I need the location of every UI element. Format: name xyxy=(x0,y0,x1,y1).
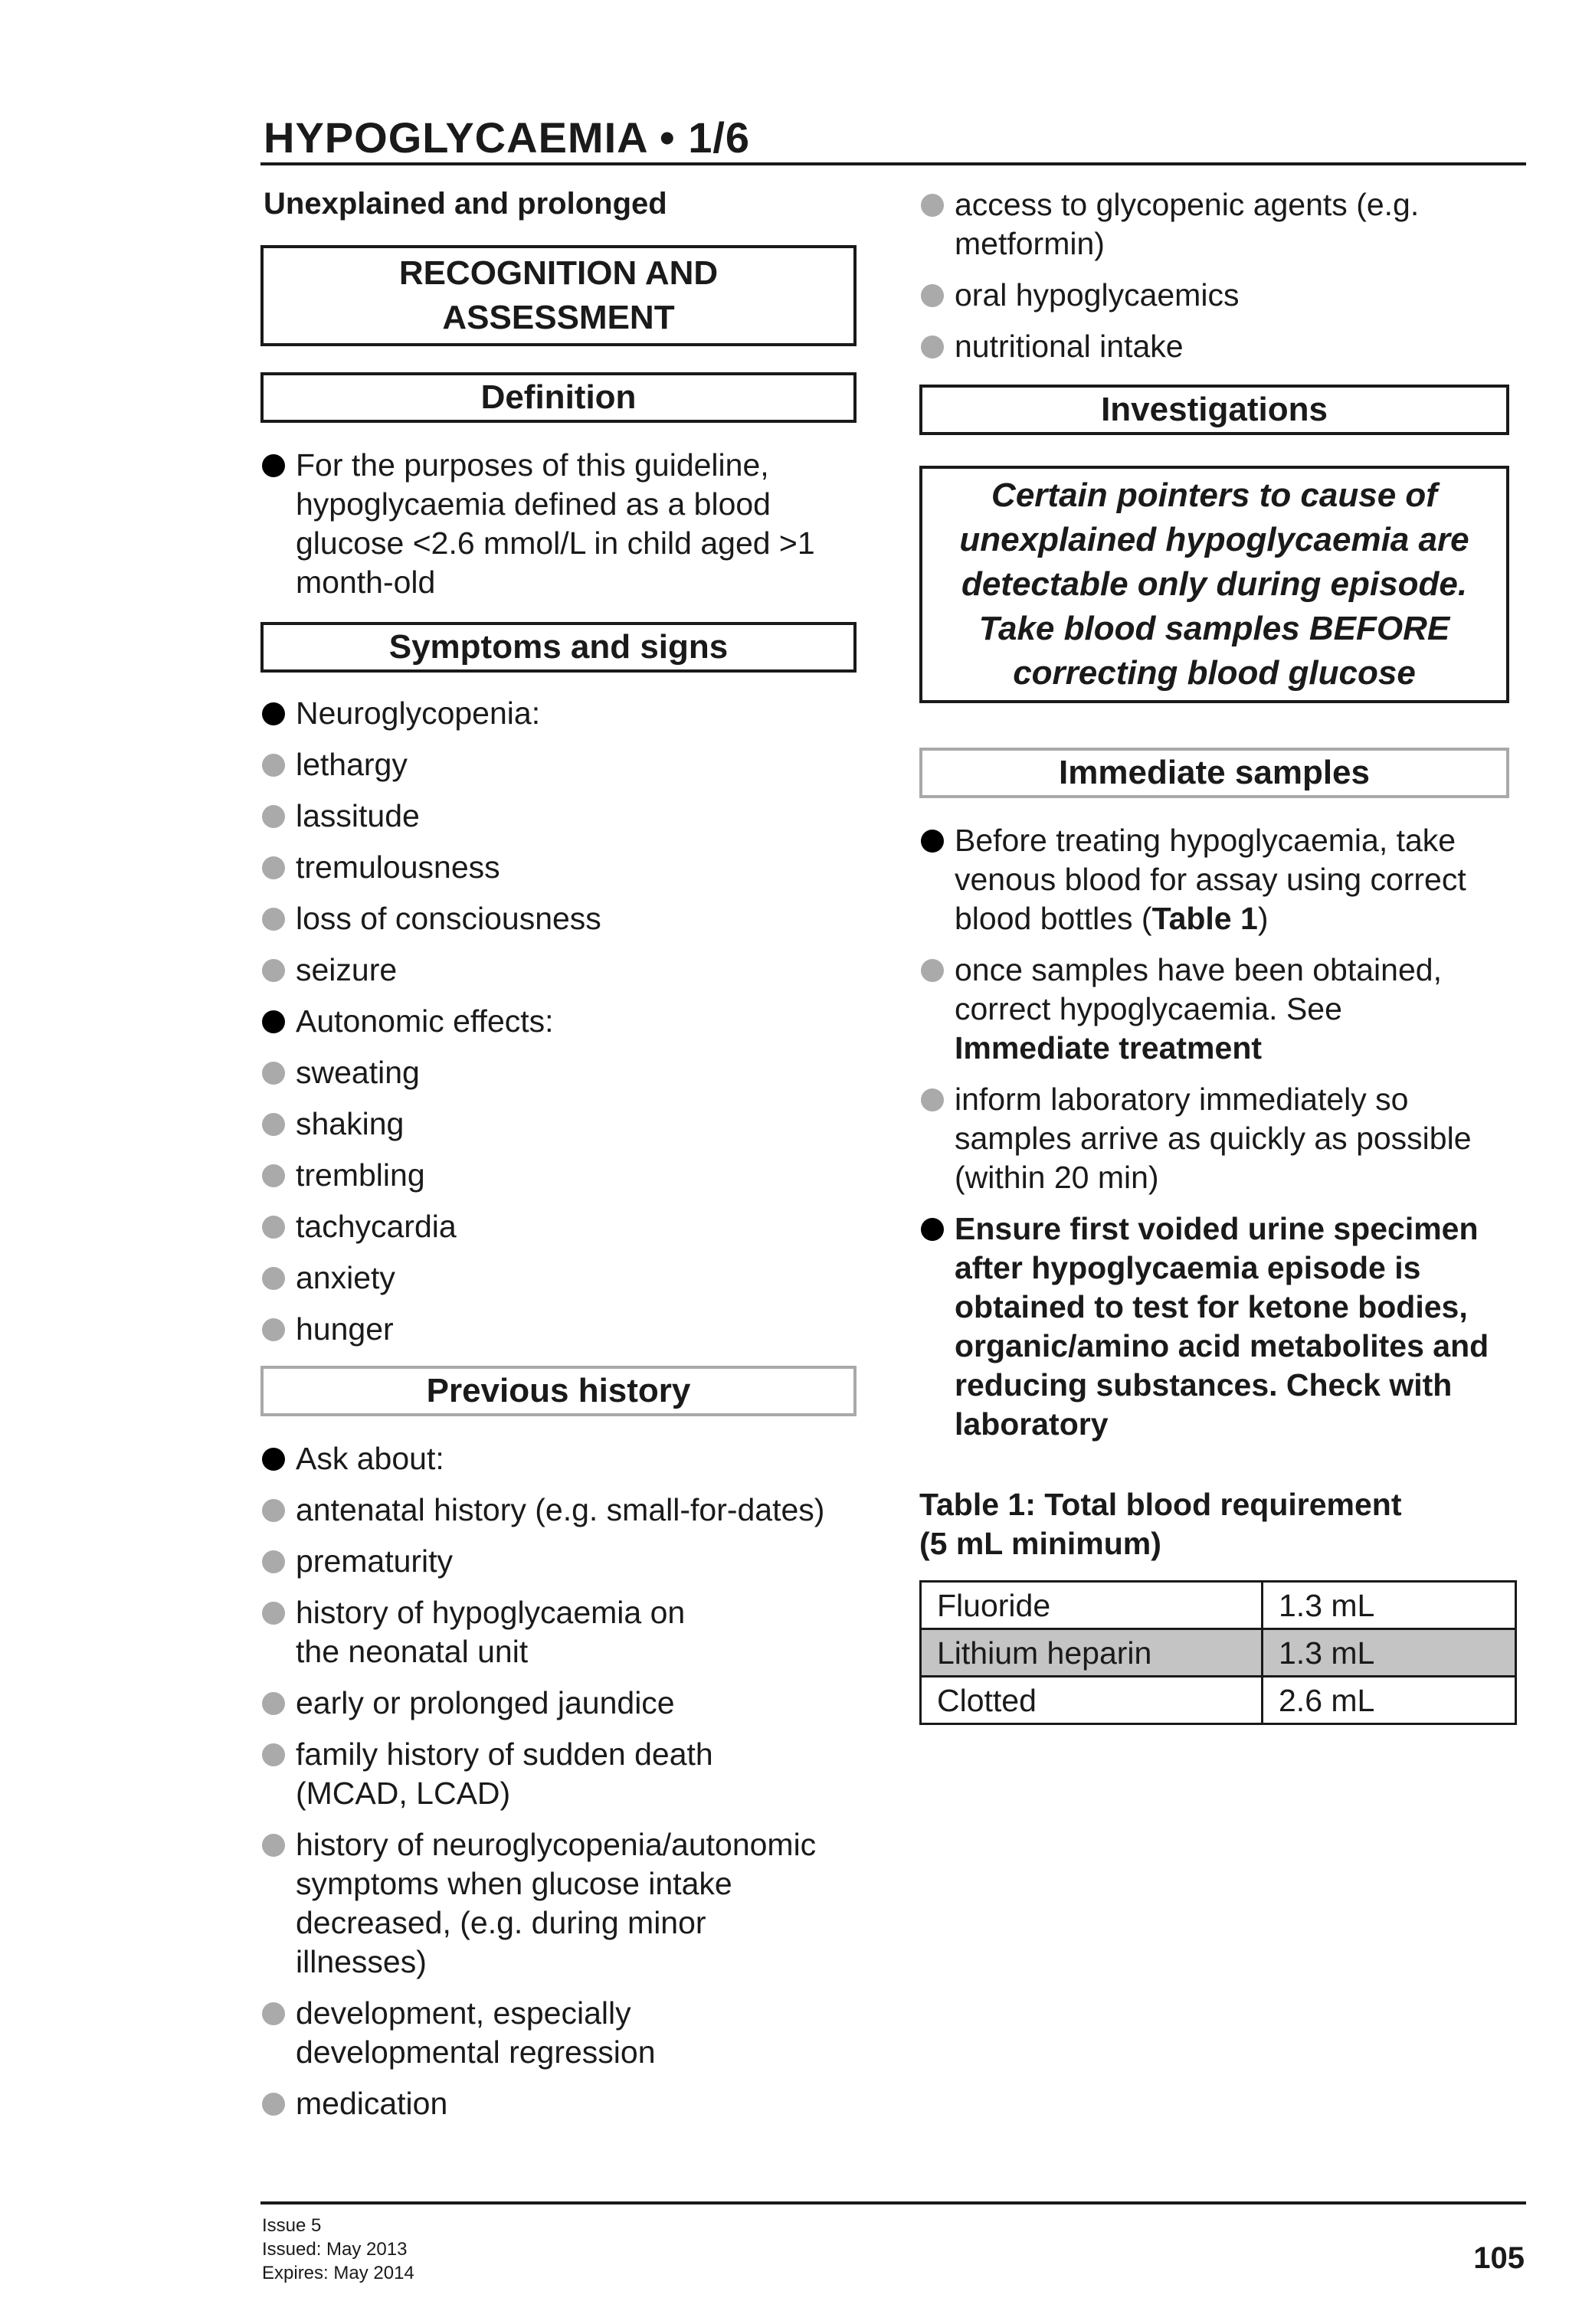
ask-label-item: Ask about: xyxy=(260,1439,858,1478)
recognition-heading-line1: RECOGNITION AND xyxy=(398,254,719,292)
list-item: early or prolonged jaundice xyxy=(260,1684,858,1723)
symptoms-list xyxy=(260,694,858,1349)
symptoms-heading: Symptoms and signs xyxy=(260,622,857,673)
table-caption xyxy=(919,1485,1525,1563)
list-item: sweating xyxy=(260,1053,858,1092)
table-row xyxy=(921,1677,1516,1724)
bullet-grey xyxy=(262,959,285,982)
history-list xyxy=(260,1439,858,2123)
immediate-samples-heading: Immediate samples xyxy=(919,748,1509,798)
bullet-grey xyxy=(921,959,944,982)
list-item: lassitude xyxy=(260,797,858,836)
list-item: nutritional intake xyxy=(919,327,1525,366)
table-cell-name: Clotted xyxy=(921,1677,1263,1724)
bullet-black xyxy=(921,1218,944,1241)
list-item: access to glycopenic agents (e.g. metformin) xyxy=(919,185,1525,263)
table-row xyxy=(921,1629,1516,1677)
definition-heading: Definition xyxy=(260,372,857,423)
bullet-black xyxy=(262,702,285,725)
blood-requirement-table xyxy=(919,1580,1517,1725)
bullet-grey xyxy=(921,284,944,307)
list-item: antenatal history (e.g. small-for-dates) xyxy=(260,1491,858,1530)
page-number: 105 xyxy=(1473,2241,1525,2275)
page-title: HYPOGLYCAEMIA • 1/6 xyxy=(264,113,751,162)
bullet-grey xyxy=(262,1743,285,1766)
table-cell-volume: 2.6 mL xyxy=(1263,1677,1516,1724)
header-rule xyxy=(260,162,1526,165)
list-item: hunger xyxy=(260,1310,858,1349)
bullet-black xyxy=(262,1448,285,1471)
before-treating-item: Before treating hypoglycaemia, take venous blood for assay using correct blood bottles (Table 1) xyxy=(919,821,1525,938)
bullet-grey xyxy=(262,1216,285,1239)
bullet-black xyxy=(262,454,285,477)
bullet-grey xyxy=(262,1834,285,1857)
autonomic-label-item: Autonomic effects: xyxy=(260,1002,858,1041)
once-samples-item: once samples have been obtained, correct hypoglycaemia. See Immediate treatment xyxy=(919,951,1525,1068)
immediate-list xyxy=(919,821,1525,1444)
definition-text: For the purposes of this guideline, hypoglycaemia defined as a blood glucose <2.6 mmol/L in child aged >1 month-old xyxy=(296,447,815,600)
right-column xyxy=(919,185,1525,1725)
bullet-grey xyxy=(262,908,285,931)
bullet-grey xyxy=(262,856,285,879)
bullet-grey xyxy=(921,1088,944,1111)
list-item: shaking xyxy=(260,1105,858,1144)
bullet-grey xyxy=(262,1113,285,1136)
list-item: oral hypoglycaemics xyxy=(919,276,1525,315)
footer-issued: Issued: May 2013 xyxy=(262,2239,408,2260)
immediate-treatment-reference: Immediate treatment xyxy=(955,1030,1263,1065)
table-cell-name: Fluoride xyxy=(921,1582,1263,1629)
inform-lab-item: inform laboratory immediately so samples arrive as quickly as possible (within 20 min) xyxy=(919,1080,1525,1197)
list-item: prematurity xyxy=(260,1542,858,1581)
bullet-grey xyxy=(262,1062,285,1085)
list-item: history of neuroglycopenia/autonomic symptoms when glucose intake decreased, (e.g. during minor illnesses) xyxy=(260,1825,858,1982)
table-cell-volume: 1.3 mL xyxy=(1263,1582,1516,1629)
bullet-grey xyxy=(262,1164,285,1187)
footer-expires: Expires: May 2014 xyxy=(262,2263,414,2283)
history-heading: Previous history xyxy=(260,1366,857,1416)
list-item: trembling xyxy=(260,1156,858,1195)
bullet-grey xyxy=(262,1318,285,1341)
list-item: tremulousness xyxy=(260,848,858,887)
bullet-grey xyxy=(262,2093,285,2116)
table-cell-name: Lithium heparin xyxy=(921,1629,1263,1677)
bullet-black xyxy=(262,1010,285,1033)
list-item: loss of consciousness xyxy=(260,899,858,938)
callout-box: Certain pointers to cause of unexplained hypoglycaemia are detectable only during episode. Take blood samples BEFORE correcting blood glucose xyxy=(919,466,1509,703)
neuro-label-item: Neuroglycopenia: xyxy=(260,694,858,733)
bullet-grey xyxy=(262,1499,285,1522)
bullet-grey xyxy=(262,1602,285,1625)
recognition-heading-box xyxy=(260,245,857,346)
list-item: seizure xyxy=(260,951,858,990)
footer-meta xyxy=(262,2214,414,2285)
subtitle: Unexplained and prolonged xyxy=(264,187,667,221)
definition-item xyxy=(260,446,858,602)
footer-issue: Issue 5 xyxy=(262,2215,322,2236)
investigations-heading: Investigations xyxy=(919,385,1509,435)
list-item: anxiety xyxy=(260,1259,858,1298)
bullet-grey xyxy=(262,805,285,828)
bullet-grey xyxy=(262,1692,285,1715)
bullet-grey xyxy=(921,336,944,358)
table-caption-line1: Table 1: Total blood requirement xyxy=(919,1487,1402,1522)
bullet-grey xyxy=(262,1550,285,1573)
list-item: family history of sudden death (MCAD, LCAD) xyxy=(260,1735,858,1813)
table-caption-line2: (5 mL minimum) xyxy=(919,1526,1161,1561)
list-item: lethargy xyxy=(260,745,858,784)
list-item: development, especially developmental regression xyxy=(260,1994,858,2072)
urine-specimen-item: Ensure first voided urine specimen after hypoglycaemia episode is obtained to test for ketone bodies, organic/amino acid metabolites and reducing substances. Check with laboratory xyxy=(919,1209,1525,1444)
list-item: medication xyxy=(260,2084,858,2123)
footer-rule xyxy=(260,2201,1526,2205)
table-reference: Table 1 xyxy=(1151,901,1258,936)
bullet-grey xyxy=(262,1267,285,1290)
list-item: tachycardia xyxy=(260,1207,858,1246)
left-column xyxy=(260,185,858,2123)
table-cell-volume: 1.3 mL xyxy=(1263,1629,1516,1677)
recognition-heading-line2: ASSESSMENT xyxy=(442,299,675,336)
table-row xyxy=(921,1582,1516,1629)
bullet-grey xyxy=(262,754,285,777)
bullet-black xyxy=(921,830,944,853)
list-item: history of hypoglycaemia on the neonatal unit xyxy=(260,1593,858,1671)
bullet-grey xyxy=(921,194,944,217)
bullet-grey xyxy=(262,2002,285,2025)
